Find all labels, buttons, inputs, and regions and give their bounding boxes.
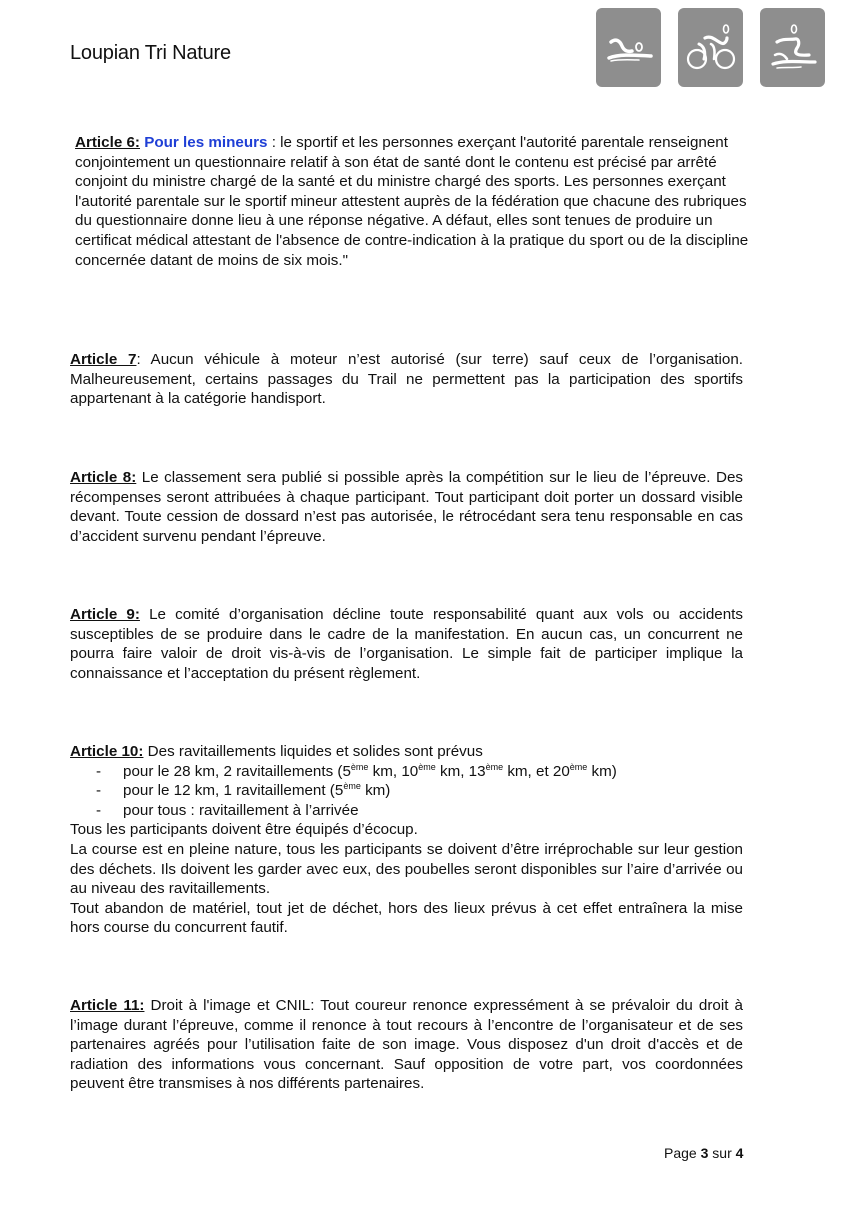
article-6-text: : le sportif et les personnes exerçant l'autorité parentale renseignent conjointement un questionnaire relatif à son état de santé dont le contenu est précisé par arrêté conjoint du ministre chargé de la santé et du ministre chargé des sports. Les personnes exerçant l'autorité parentale sur le sportif mineur attestent auprès de la fédération que chacune des rubriques du questionnaire donne lieu à une réponse négative. A défaut, elles sont tenues de produire un certificat médical attestant de l'absence de contre-indication à la pratique du sport ou de la discipline concernée datant de moins de six mois." xyxy=(75,134,749,269)
article-10-p2: La course est en pleine nature, tous les participants se doivent d’être irréprochable sur leur gestion des déchets. Ils doivent les garder avec eux, des poubelles seront disponibles sur l’aire d’arrivée ou au niveau des ravitaillements. xyxy=(70,840,743,898)
triathlon-logos xyxy=(596,8,825,87)
article-6-label: Article 6: xyxy=(75,134,140,151)
run-icon xyxy=(763,18,823,78)
article-8-label: Article 8: xyxy=(70,469,137,486)
article-6 xyxy=(75,133,755,270)
article-11-text: Droit à l'image et CNIL: Tout coureur renonce expressément à se prévaloir du droit à l’image durant l’épreuve, comme il renonce à tout recours à l’encontre de l’organisateur et de ses partenaires agréés pour l’utilisation faite de son image. Vous disposez d'un droit d'accès et de radiation des informations vous concernant. Sauf opposition de votre part, vos coordonnées peuvent être transmises à nos différents partenaires. xyxy=(70,997,743,1093)
article-10-p1: Tous les participants doivent être équipés d’écocup. xyxy=(70,821,418,839)
list-item: - pour tous : ravitaillement à l’arrivée xyxy=(96,801,743,821)
article-10 xyxy=(70,742,743,938)
article-9 xyxy=(70,605,743,683)
article-9-text: Le comité d’organisation décline toute responsabilité quant aux vols ou accidents susceptibles de se produire dans le cadre de la manifestation. En aucun cas, un concurrent ne pourra faire valoir de droit vis-à-vis de l’organisation. Le simple fait de participer implique la connaissance et l’acceptation du présent règlement. xyxy=(70,606,743,682)
article-8 xyxy=(70,468,743,546)
bike-logo xyxy=(678,8,743,87)
list-item: - pour le 28 km, 2 ravitaillements (5ème km, 10ème km, 13ème km, et 20ème km) xyxy=(96,762,743,782)
article-7-text: : Aucun véhicule à moteur n’est autorisé (sur terre) sauf ceux de l’organisation. Malheureusement, certains passages du Trail ne permettent pas la participation des sportifs appartenant à la catégorie handisport. xyxy=(70,351,744,408)
article-10-label: Article 10: xyxy=(70,743,144,760)
article-10-p3: Tout abandon de matériel, tout jet de déchet, hors des lieux prévus à cet effet entraînera la mise hors course du concurrent fautif. xyxy=(70,899,743,937)
swim-icon xyxy=(599,18,659,78)
article-10-intro: Des ravitaillements liquides et solides sont prévus xyxy=(143,743,483,760)
article-11-label: Article 11: xyxy=(70,997,145,1014)
article-8-text: Le classement sera publié si possible après la compétition sur le lieu de l’épreuve. Des récompenses seront attribuées à chaque participant. Tout participant doit porter un dossard visible devant. Toute cession de dossard n’est pas autorisée, le rétrocédant sera tenu responsable en cas d’accident survenu pendant l’épreuve. xyxy=(70,469,744,545)
bike-icon xyxy=(681,18,741,78)
swim-logo xyxy=(596,8,661,87)
ravitaillement-list xyxy=(70,762,743,821)
article-9-label: Article 9: xyxy=(70,606,140,623)
document-header-title: Loupian Tri Nature xyxy=(70,42,231,64)
article-7 xyxy=(70,350,743,409)
article-7-label: Article 7 xyxy=(70,351,137,368)
run-logo xyxy=(760,8,825,87)
article-6-highlight: Pour les mineurs xyxy=(144,134,268,151)
current-page: 3 xyxy=(700,1145,709,1161)
page-number: Page 3 sur 4 xyxy=(664,1145,744,1161)
list-item: - pour le 12 km, 1 ravitaillement (5ème km) xyxy=(96,781,743,801)
total-pages: 4 xyxy=(735,1145,744,1161)
article-11 xyxy=(70,996,743,1094)
